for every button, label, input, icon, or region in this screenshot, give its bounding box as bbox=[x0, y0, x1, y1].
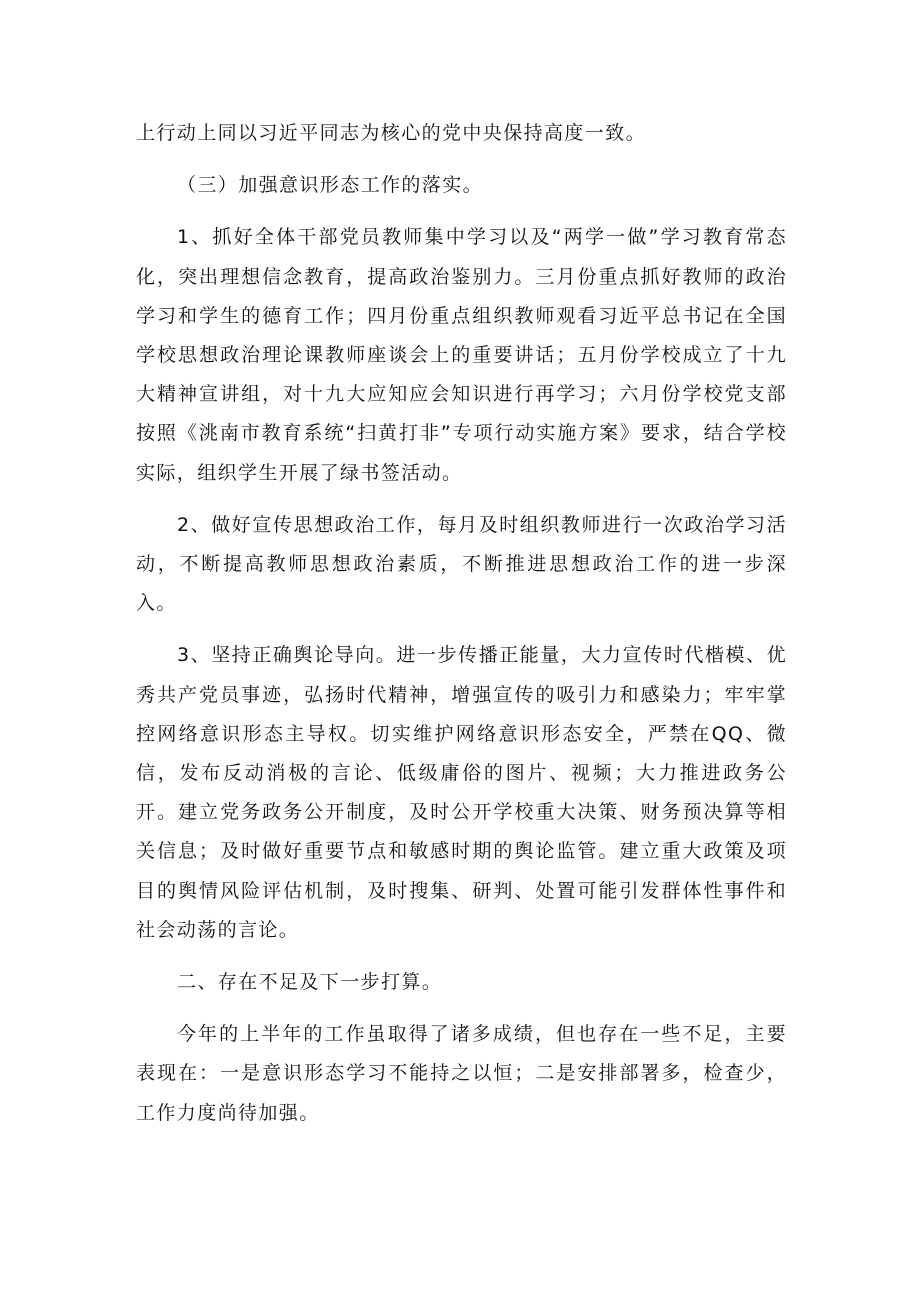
paragraph-shortcomings: 今年的上半年的工作虽取得了诸多成绩，但也存在一些不足，主要表现在：一是意识形态学习不能持之以恒；二是安排部署多，检查少，工作力度尚待加强。 bbox=[136, 1023, 787, 1124]
paragraph-continuation: 上行动上同以习近平同志为核心的党中央保持高度一致。 bbox=[136, 122, 647, 144]
paragraph-item-3: 3、坚持正确舆论导向。进一步传播正能量，大力宣传时代楷模、优秀共产党员事迹，弘扬时代精神，增强宣传的吸引力和感染力；牢牢掌控网络意识形态主导权。切实维护网络意识形态安全，严禁在QQ、微信，发布反动消极的言论、低级庸俗的图片、视频；大力推进政务公开。建立党务政务公开制度，及时公开学校重大决策、财务预决算等相关信息；及时做好重要节点和敏感时期的舆论监管。建立重大政策及项目的舆情风险评估机制，及时搜集、研判、处置可能引发群体性事件和社会动荡的言论。 bbox=[136, 644, 787, 941]
section-heading-three: （三）加强意识形态工作的落实。 bbox=[177, 174, 484, 197]
document-body bbox=[136, 114, 787, 1146]
section-heading-two: 二、存在不足及下一步打算。 bbox=[177, 971, 443, 994]
paragraph-item-1: 1、抓好全体干部党员教师集中学习以及“两学一做”学习教育常态化，突出理想信念教育，提高政治鉴别力。三月份重点抓好教师的政治学习和学生的德育工作；四月份重点组织教师观看习近平总书记在全国学校思想政治理论课教师座谈会上的重要讲话；五月份学校成立了十九大精神宣讲组，对十九大应知应会知识进行再学习；六月份学校党支部按照《洮南市教育系统“扫黄打非”专项行动实施方案》要求，结合学校实际，组织学生开展了绿书签活动。 bbox=[136, 226, 787, 484]
paragraph-item-2: 2、做好宣传思想政治工作，每月及时组织教师进行一次政治学习活动，不断提高教师思想政治素质，不断推进思想政治工作的进一步深入。 bbox=[136, 513, 787, 615]
